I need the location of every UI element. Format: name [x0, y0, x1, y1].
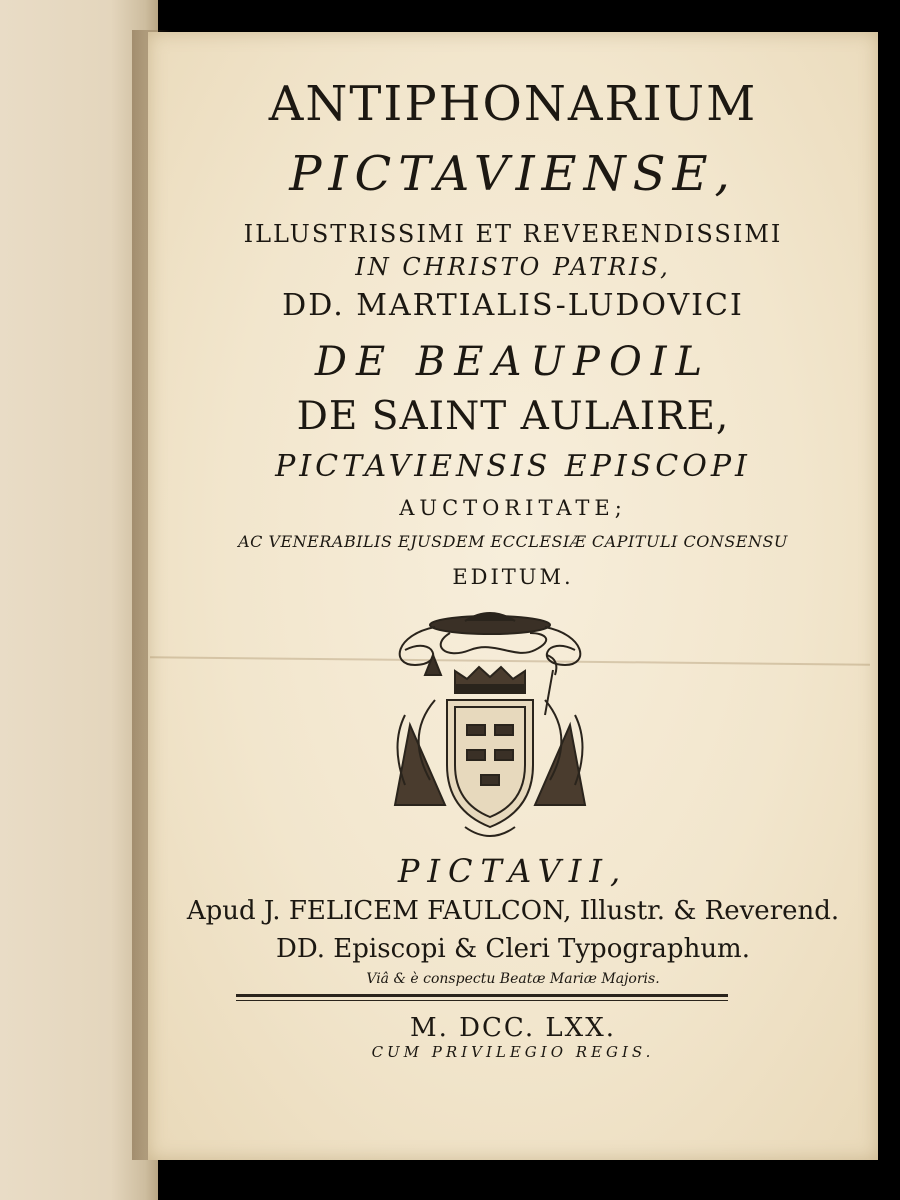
horizontal-rule: [236, 994, 728, 997]
title-antiphonarium: ANTIPHONARIUM: [268, 76, 758, 132]
bishop-name-line-3: DE SAINT AULAIRE,: [296, 394, 730, 439]
printer-line-2: DD. Episcopi & Cleri Typographum.: [276, 934, 750, 964]
printer-address: Viâ & è conspectu Beatæ Mariæ Majoris.: [366, 971, 660, 987]
horizontal-rule-thin: [236, 1000, 728, 1001]
episcopal-coat-of-arms-icon: [375, 605, 605, 845]
royal-privilege: CUM PRIVILEGIO REGIS.: [371, 1043, 655, 1061]
dedication-line-2: IN CHRISTO PATRIS,: [355, 253, 671, 281]
dedication-line-1: ILLUSTRISSIMI ET REVERENDISSIMI: [243, 220, 783, 248]
subtitle-pictaviense: PICTAVIENSE,: [289, 146, 737, 202]
bishop-title-line: PICTAVIENSIS EPISCOPI: [275, 449, 751, 484]
publication-year: M. DCC. LXX.: [410, 1013, 616, 1043]
chapter-consent-line: AC VENERABILIS EJUSDEM ECCLESIÆ CAPITULI CONSENSU: [238, 532, 788, 551]
auctoritate-line: AUCTORITATE;: [399, 496, 627, 520]
place-pictavii: PICTAVII,: [397, 852, 629, 890]
editum-line: EDITUM.: [452, 565, 574, 589]
printer-line-1: Apud J. FELICEM FAULCON, Illustr. & Reverend.: [186, 896, 840, 926]
bishop-name-line-1: DD. MARTIALIS-LUDOVICI: [282, 288, 744, 323]
bishop-name-line-2: DE BEAUPOIL: [314, 339, 712, 385]
